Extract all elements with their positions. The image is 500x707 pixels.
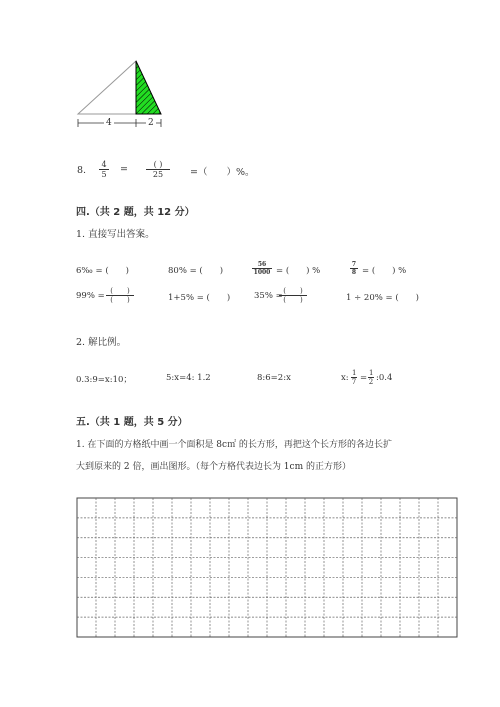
calc-99-percent-fraction: ( ) ( ) [106, 287, 134, 304]
calc-7-8-fraction: $\frac{7}{8}$ [351, 261, 357, 276]
proportion-a: 0.3:9=x:10； [76, 375, 132, 385]
calc-99-percent-left: 99% = [76, 291, 105, 301]
proportion-b: 5:x=4: 1.2 [166, 373, 211, 383]
proportion-d-frac1: $\frac{1}{7}$ [351, 369, 357, 386]
q8-fraction: $\frac{4}{5}$ [99, 160, 109, 179]
calc-35-percent-left: 35% = [254, 291, 283, 301]
q8-blank-fraction: ( ) 25 [146, 160, 170, 179]
triangle-shaded-part [136, 61, 161, 114]
calc-6-permil: 6‰ = ( ) [76, 266, 129, 276]
section5-title: 五.（共 1 题，共 5 分） [76, 417, 188, 428]
proportion-d-frac2: $\frac{1}{2}$ [368, 369, 374, 386]
q8-number: 8. [77, 165, 87, 176]
calc-7-8-rest: = ( ) % [362, 266, 407, 276]
proportion-d-equals: = [360, 373, 368, 383]
calc-1-plus-5-percent: 1+5% = ( ) [168, 293, 231, 303]
proportion-d-right: :0.4 [376, 373, 393, 383]
section4-title: 四.（共 2 题，共 12 分） [76, 207, 195, 218]
triangle-left-part [78, 61, 136, 114]
triangle-figure [70, 55, 180, 135]
grid-paper[interactable] [76, 497, 459, 639]
section5-line2: 大到原来的 2 倍，画出图形。（每个方格代表边长为 1cm 的正方形） [76, 462, 351, 472]
calc-56-1000-rest: = ( ) % [276, 266, 321, 276]
section4-q2-title: 2. 解比例。 [76, 337, 127, 348]
triangle-left-label: 4 [106, 118, 112, 128]
triangle-right-label: 2 [148, 118, 154, 128]
calc-35-percent-fraction: ( ) ( ) [279, 287, 307, 304]
calc-80-percent: 80% = ( ) [168, 266, 224, 276]
section4-q1-title: 1. 直接写出答案。 [76, 229, 155, 240]
q8-percent-blank: =（ ）%。 [190, 167, 255, 178]
proportion-c: 8:6=2:x [257, 373, 291, 383]
q8-equals: = [120, 164, 128, 175]
calc-1-div-20-percent: 1 ÷ 20% = ( ) [346, 293, 419, 303]
calc-56-1000-fraction: $\frac{56}{1000}$ [253, 261, 271, 276]
proportion-d-left: x: [341, 373, 349, 383]
grid-border [77, 498, 457, 637]
section5-line1: 1. 在下面的方格纸中画一个面积是 8c㎡ 的长方形，再把这个长方形的各边长扩 [76, 440, 392, 450]
